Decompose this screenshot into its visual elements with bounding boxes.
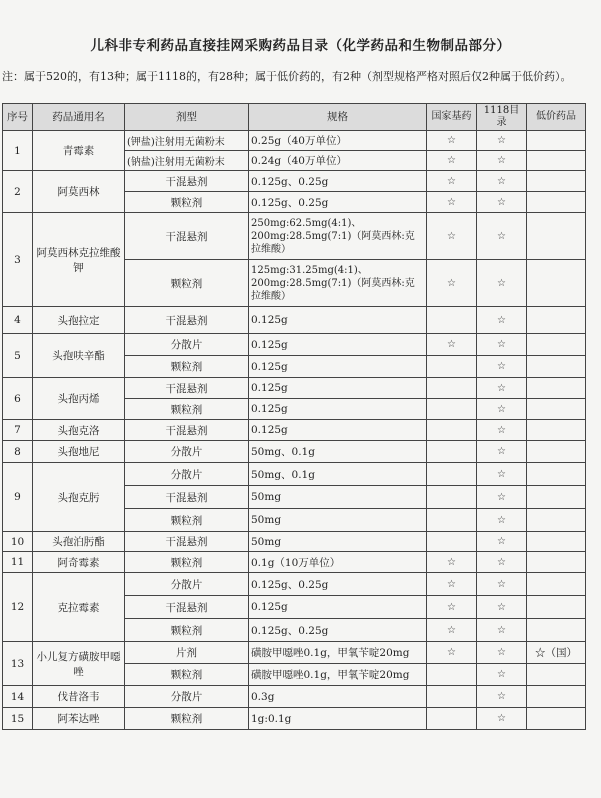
cell-basic: ☆ (427, 213, 477, 260)
cell-name: 头孢克洛 (33, 420, 125, 441)
header-basic: 国家基药 (427, 104, 477, 131)
cell-name: 头孢克肟 (33, 463, 125, 532)
table-row (3, 686, 586, 708)
cell-lowprice (527, 509, 586, 532)
cell-no: 5 (3, 334, 33, 378)
cell-lowprice (527, 151, 586, 171)
cell-name: 阿奇霉素 (33, 552, 125, 573)
cell-no: 15 (3, 708, 33, 730)
cell-form: 颗粒剂 (125, 552, 249, 573)
drug-table (2, 103, 586, 730)
cell-spec: 0.125g (249, 356, 427, 378)
cell-basic: ☆ (427, 151, 477, 171)
cell-name: 头孢拉定 (33, 307, 125, 334)
cell-form: 颗粒剂 (125, 192, 249, 213)
cell-form: 干混悬剂 (125, 486, 249, 509)
table-row (3, 573, 586, 596)
cell-1118: ☆ (477, 664, 527, 686)
table-row (3, 708, 586, 730)
cell-no: 7 (3, 420, 33, 441)
cell-spec: 50mg (249, 532, 427, 552)
cell-name: 头孢丙烯 (33, 378, 125, 420)
cell-form: 片剂 (125, 642, 249, 664)
cell-no: 14 (3, 686, 33, 708)
table-row (3, 420, 586, 441)
cell-basic: ☆ (427, 131, 477, 151)
cell-spec: 50mg (249, 486, 427, 509)
cell-form: 干混悬剂 (125, 307, 249, 334)
cell-basic (427, 509, 477, 532)
cell-form: 分散片 (125, 686, 249, 708)
cell-basic: ☆ (427, 573, 477, 596)
cell-1118: ☆ (477, 420, 527, 441)
cell-form: 干混悬剂 (125, 378, 249, 399)
cell-form: 干混悬剂 (125, 532, 249, 552)
cell-basic (427, 307, 477, 334)
cell-no: 13 (3, 642, 33, 686)
cell-no: 2 (3, 171, 33, 213)
table-row (3, 441, 586, 463)
cell-basic: ☆ (427, 596, 477, 619)
cell-form: 颗粒剂 (125, 619, 249, 642)
cell-no: 4 (3, 307, 33, 334)
cell-spec: 0.24g（40万单位） (249, 151, 427, 171)
cell-lowprice (527, 708, 586, 730)
table-row (3, 171, 586, 192)
table-row (3, 131, 586, 151)
cell-lowprice (527, 664, 586, 686)
table-row (3, 334, 586, 356)
header-1118: 1118目录 (477, 104, 527, 131)
table-row (3, 642, 586, 664)
cell-1118: ☆ (477, 596, 527, 619)
cell-spec: 0.125g (249, 334, 427, 356)
cell-lowprice (527, 486, 586, 509)
cell-1118: ☆ (477, 334, 527, 356)
cell-1118: ☆ (477, 131, 527, 151)
document-note: 注：属于520的，有13种；属于1118的，有28种；属于低价药的，有2种（剂型规格严格对照后仅2种属于低价药）。 (2, 70, 572, 83)
cell-basic: ☆ (427, 552, 477, 573)
table-row (3, 552, 586, 573)
header-no: 序号 (3, 104, 33, 131)
cell-lowprice (527, 307, 586, 334)
cell-1118: ☆ (477, 573, 527, 596)
cell-form: 颗粒剂 (125, 708, 249, 730)
cell-form: 分散片 (125, 573, 249, 596)
cell-lowprice (527, 192, 586, 213)
table-row (3, 378, 586, 399)
cell-spec: 0.125g (249, 307, 427, 334)
cell-name: 克拉霉素 (33, 573, 125, 642)
cell-basic (427, 708, 477, 730)
table-header-row (3, 104, 586, 131)
cell-spec: 0.125g (249, 399, 427, 420)
cell-basic (427, 441, 477, 463)
cell-form: 干混悬剂 (125, 596, 249, 619)
cell-lowprice (527, 260, 586, 307)
cell-spec: 50mg、0.1g (249, 441, 427, 463)
cell-spec: 0.125g (249, 378, 427, 399)
cell-1118: ☆ (477, 708, 527, 730)
header-name: 药品通用名 (33, 104, 125, 131)
cell-1118: ☆ (477, 552, 527, 573)
cell-name: 青霉素 (33, 131, 125, 171)
cell-no: 3 (3, 213, 33, 307)
cell-lowprice: ☆（国） (527, 642, 586, 664)
cell-lowprice (527, 171, 586, 192)
cell-spec: 0.1g（10万单位） (249, 552, 427, 573)
cell-lowprice (527, 573, 586, 596)
cell-spec: 125mg:31.25mg(4:1)、200mg:28.5mg(7:1)（阿莫西林:克拉维酸） (249, 260, 427, 307)
cell-1118: ☆ (477, 642, 527, 664)
header-lowprice: 低价药品 (527, 104, 586, 131)
cell-spec: 0.125g (249, 420, 427, 441)
cell-lowprice (527, 334, 586, 356)
cell-no: 12 (3, 573, 33, 642)
cell-form: 颗粒剂 (125, 356, 249, 378)
cell-basic (427, 532, 477, 552)
table-row (3, 532, 586, 552)
cell-spec: 磺胺甲噁唑0.1g，甲氧苄啶20mg (249, 642, 427, 664)
cell-basic (427, 356, 477, 378)
cell-basic: ☆ (427, 192, 477, 213)
cell-name: 伐昔洛韦 (33, 686, 125, 708)
cell-spec: 0.25g（40万单位） (249, 131, 427, 151)
cell-form: (钾盐)注射用无菌粉末 (125, 131, 249, 151)
cell-spec: 磺胺甲噁唑0.1g，甲氧苄啶20mg (249, 664, 427, 686)
cell-form: 颗粒剂 (125, 509, 249, 532)
cell-name: 小儿复方磺胺甲噁唑 (33, 642, 125, 686)
cell-form: 分散片 (125, 334, 249, 356)
cell-lowprice (527, 596, 586, 619)
cell-1118: ☆ (477, 213, 527, 260)
cell-1118: ☆ (477, 399, 527, 420)
cell-1118: ☆ (477, 532, 527, 552)
cell-basic (427, 420, 477, 441)
cell-form: 分散片 (125, 441, 249, 463)
cell-spec: 0.125g、0.25g (249, 619, 427, 642)
cell-form: (钠盐)注射用无菌粉末 (125, 151, 249, 171)
cell-no: 10 (3, 532, 33, 552)
cell-lowprice (527, 399, 586, 420)
cell-1118: ☆ (477, 356, 527, 378)
cell-basic (427, 463, 477, 486)
cell-basic (427, 486, 477, 509)
cell-basic: ☆ (427, 260, 477, 307)
cell-no: 6 (3, 378, 33, 420)
cell-lowprice (527, 420, 586, 441)
cell-no: 9 (3, 463, 33, 532)
cell-basic (427, 378, 477, 399)
cell-form: 颗粒剂 (125, 664, 249, 686)
cell-basic (427, 399, 477, 420)
cell-name: 阿苯达唑 (33, 708, 125, 730)
cell-lowprice (527, 441, 586, 463)
cell-lowprice (527, 378, 586, 399)
table-row (3, 463, 586, 486)
cell-1118: ☆ (477, 378, 527, 399)
cell-1118: ☆ (477, 686, 527, 708)
cell-form: 干混悬剂 (125, 213, 249, 260)
cell-spec: 1g:0.1g (249, 708, 427, 730)
cell-spec: 50mg (249, 509, 427, 532)
table-row (3, 307, 586, 334)
cell-1118: ☆ (477, 192, 527, 213)
header-spec: 规格 (249, 104, 427, 131)
cell-no: 1 (3, 131, 33, 171)
cell-spec: 0.125g、0.25g (249, 192, 427, 213)
cell-basic (427, 686, 477, 708)
cell-1118: ☆ (477, 486, 527, 509)
cell-basic (427, 664, 477, 686)
cell-lowprice (527, 552, 586, 573)
cell-name: 头孢呋辛酯 (33, 334, 125, 378)
cell-1118: ☆ (477, 441, 527, 463)
cell-spec: 0.3g (249, 686, 427, 708)
cell-name: 阿莫西林克拉维酸钾 (33, 213, 125, 307)
cell-lowprice (527, 532, 586, 552)
cell-no: 11 (3, 552, 33, 573)
document-title: 儿科非专利药品直接挂网采购药品目录（化学药品和生物制品部分） (90, 38, 511, 54)
cell-basic: ☆ (427, 334, 477, 356)
cell-basic: ☆ (427, 171, 477, 192)
cell-spec: 250mg:62.5mg(4:1)、200mg:28.5mg(7:1)（阿莫西林:克拉维酸） (249, 213, 427, 260)
cell-form: 分散片 (125, 463, 249, 486)
table-row (3, 213, 586, 260)
cell-lowprice (527, 213, 586, 260)
cell-spec: 0.125g、0.25g (249, 171, 427, 192)
cell-lowprice (527, 686, 586, 708)
cell-lowprice (527, 131, 586, 151)
cell-name: 头孢泊肟酯 (33, 532, 125, 552)
cell-lowprice (527, 463, 586, 486)
cell-1118: ☆ (477, 619, 527, 642)
header-form: 剂型 (125, 104, 249, 131)
cell-1118: ☆ (477, 463, 527, 486)
cell-no: 8 (3, 441, 33, 463)
cell-lowprice (527, 356, 586, 378)
cell-spec: 50mg、0.1g (249, 463, 427, 486)
cell-1118: ☆ (477, 509, 527, 532)
cell-spec: 0.125g、0.25g (249, 573, 427, 596)
cell-name: 头孢地尼 (33, 441, 125, 463)
cell-name: 阿莫西林 (33, 171, 125, 213)
cell-lowprice (527, 619, 586, 642)
cell-form: 干混悬剂 (125, 420, 249, 441)
cell-1118: ☆ (477, 260, 527, 307)
cell-1118: ☆ (477, 171, 527, 192)
cell-form: 颗粒剂 (125, 260, 249, 307)
cell-form: 颗粒剂 (125, 399, 249, 420)
cell-spec: 0.125g (249, 596, 427, 619)
cell-form: 干混悬剂 (125, 171, 249, 192)
cell-1118: ☆ (477, 151, 527, 171)
cell-basic: ☆ (427, 642, 477, 664)
cell-basic: ☆ (427, 619, 477, 642)
cell-1118: ☆ (477, 307, 527, 334)
